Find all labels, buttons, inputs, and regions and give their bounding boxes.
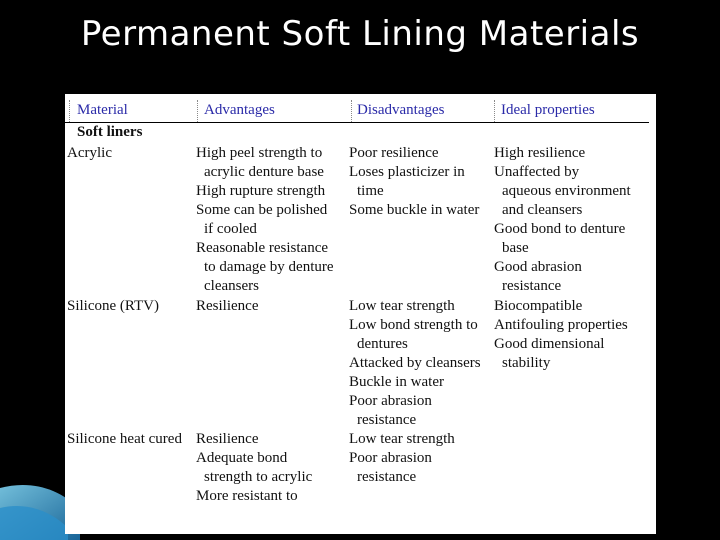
cell-line: aqueous environment [502,183,631,199]
cell-line: High resilience [494,145,586,161]
cell-line: Reasonable resistance [196,240,329,256]
cell-line: Silicone (RTV) [67,298,159,314]
header-advantages: Advantages [204,102,275,118]
cell-line: strength to acrylic [204,469,313,485]
cell-line: resistance [357,469,417,485]
cell-line: Resilience [196,298,259,314]
cell-line: Good abrasion [494,259,582,275]
cell-material [67,297,159,316]
cell-advantages [196,297,258,316]
cell-advantages [196,144,334,296]
column-divider [351,100,353,122]
cell-ideal-properties [494,297,628,373]
cell-line: base [502,240,529,256]
cell-line: time [357,183,384,199]
cell-line: Loses plasticizer in [349,164,465,180]
cell-line: Low tear strength [349,298,455,314]
cell-line: More resistant to [196,488,298,504]
cell-line: resistance [357,412,417,428]
cell-line: to damage by denture [204,259,334,275]
cell-ideal-properties [494,144,631,296]
cell-line: Acrylic [67,145,112,161]
cell-line: Poor abrasion [349,450,432,466]
cell-line: High rupture strength [196,183,326,199]
cell-line: Poor abrasion [349,393,432,409]
cell-line: Low bond strength to [349,317,478,333]
cell-line: Low tear strength [349,431,455,447]
cell-line: acrylic denture base [204,164,324,180]
cell-line: Poor resilience [349,145,439,161]
header-ideal-properties: Ideal properties [501,102,595,118]
table-panel [65,94,656,534]
column-divider [197,100,199,122]
slide-title: Permanent Soft Lining Materials [80,14,640,54]
panel-top-line [65,94,656,97]
column-divider [494,100,496,122]
cell-line: cleansers [204,278,259,294]
cell-line: Some buckle in water [349,202,480,218]
cell-line: Unaffected by [494,164,580,180]
header-material: Material [77,102,128,118]
cell-material [67,144,112,163]
cell-disadvantages [349,297,481,430]
cell-line: Attacked by cleansers [349,355,481,371]
cell-line: resistance [502,278,562,294]
cell-line: dentures [357,336,408,352]
cell-line: Buckle in water [349,374,444,390]
cell-disadvantages [349,430,455,487]
cell-line: Adequate bond [196,450,288,466]
cell-line: if cooled [204,221,257,237]
header-disadvantages: Disadvantages [357,102,445,118]
cell-line: stability [502,355,551,371]
cell-advantages [196,430,312,506]
table-header-row [65,100,649,123]
cell-line: Good dimensional [494,336,605,352]
cell-line: Resilience [196,431,259,447]
cell-material [67,430,182,449]
cell-line: Good bond to denture [494,221,626,237]
cell-line: Biocompatible [494,298,583,314]
cell-line: and cleansers [502,202,583,218]
cell-line: High peel strength to [196,145,323,161]
cell-line: Silicone heat cured [67,431,182,447]
cell-line: Some can be polished [196,202,328,218]
cell-disadvantages [349,144,479,220]
column-divider [69,100,71,122]
section-label-soft-liners: Soft liners [77,124,143,140]
cell-line: Antifouling properties [494,317,628,333]
